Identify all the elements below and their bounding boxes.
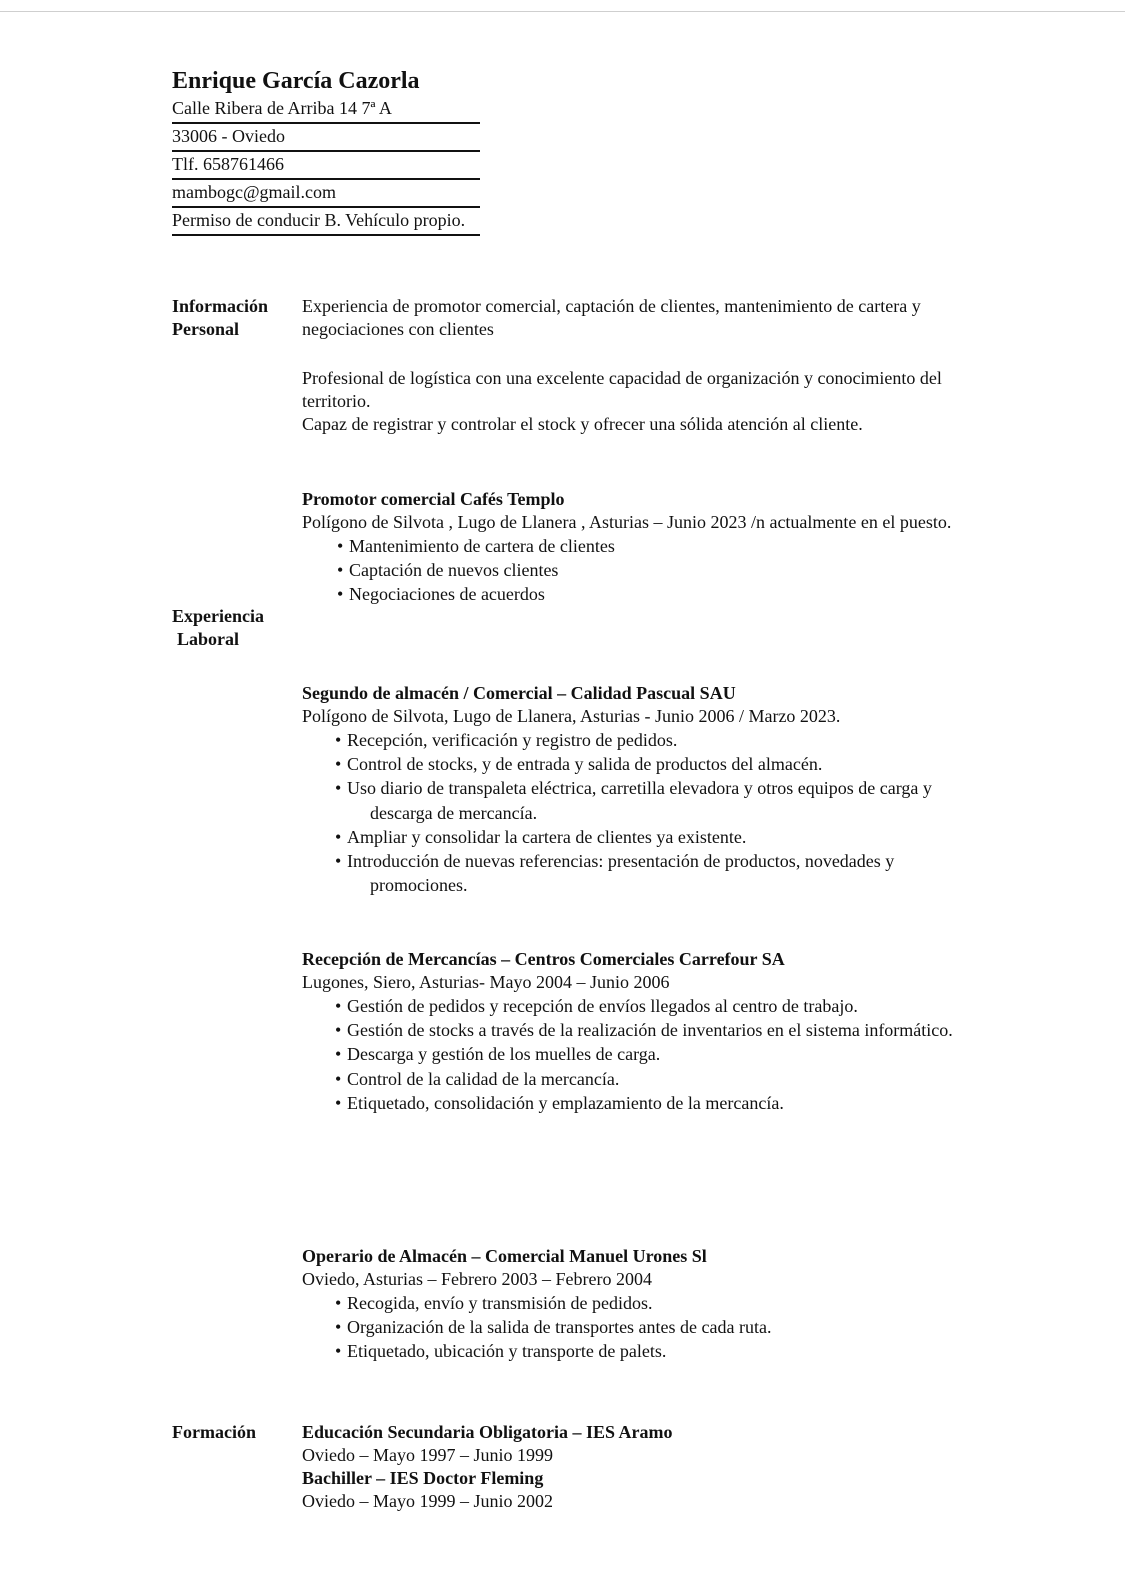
job-duties <box>302 1291 962 1364</box>
job-entry <box>302 682 962 897</box>
personal-summary <box>302 295 962 436</box>
section-label-education: Formación <box>172 1422 256 1442</box>
duty-item: • Organización de la salida de transportes antes de cada ruta. <box>302 1315 962 1339</box>
duty-item: • Control de la calidad de la mercancía. <box>302 1067 962 1091</box>
contact-driving-license: Permiso de conducir B. Vehículo propio. <box>172 208 480 236</box>
section-label-personal <box>172 295 268 341</box>
job-entry <box>302 1245 962 1364</box>
education-details: Oviedo – Mayo 1997 – Junio 1999 <box>302 1445 553 1465</box>
job-details: Oviedo, Asturias – Febrero 2003 – Febrero 2004 <box>302 1269 652 1289</box>
duty-item: • Etiquetado, ubicación y transporte de palets. <box>302 1339 962 1363</box>
job-entry <box>302 948 962 1115</box>
contact-address: Calle Ribera de Arriba 14 7ª A <box>172 96 480 124</box>
job-details: Polígono de Silvota , Lugo de Llanera , Asturias – Junio 2023 /n actualmente en el puesto. <box>302 512 952 532</box>
job-details: Lugones, Siero, Asturias- Mayo 2004 – Junio 2006 <box>302 972 670 992</box>
duty-item: • Uso diario de transpaleta eléctrica, carretilla elevadora y otros equipos de carga y descarga de mercancía. <box>302 776 962 824</box>
duty-item: • Control de stocks, y de entrada y salida de productos del almacén. <box>302 752 962 776</box>
education-title: Educación Secundaria Obligatoria – IES Aramo <box>302 1422 673 1442</box>
job-duties <box>302 728 962 897</box>
summary-paragraph: Experiencia de promotor comercial, captación de clientes, mantenimiento de cartera y negociaciones con clientes <box>302 296 921 339</box>
page-top-divider <box>0 11 1125 12</box>
job-entry <box>302 488 962 607</box>
summary-paragraph: Profesional de logística con una excelente capacidad de organización y conocimiento del territorio. <box>302 368 942 411</box>
duty-item: • Gestión de stocks a través de la realización de inventarios en el sistema informático. <box>302 1018 962 1042</box>
job-title: Operario de Almacén – Comercial Manuel Urones Sl <box>302 1246 707 1266</box>
duty-item: • Etiquetado, consolidación y emplazamiento de la mercancía. <box>302 1091 962 1115</box>
education-details: Oviedo – Mayo 1999 – Junio 2002 <box>302 1491 553 1511</box>
contact-city: 33006 - Oviedo <box>172 124 480 152</box>
label-line: Personal <box>172 319 239 339</box>
education-list <box>302 1421 962 1513</box>
duty-item: • Introducción de nuevas referencias: presentación de productos, novedades y promociones. <box>302 849 962 897</box>
duty-item: • Negociaciones de acuerdos <box>302 582 962 606</box>
duty-item: • Descarga y gestión de los muelles de carga. <box>302 1042 962 1066</box>
duty-item: • Captación de nuevos clientes <box>302 558 962 582</box>
contact-email: mambogc@gmail.com <box>172 180 480 208</box>
label-line: Laboral <box>177 629 240 649</box>
job-details: Polígono de Silvota, Lugo de Llanera, Asturias - Junio 2006 / Marzo 2023. <box>302 706 841 726</box>
education-title: Bachiller – IES Doctor Fleming <box>302 1468 544 1488</box>
duty-item: • Mantenimiento de cartera de clientes <box>302 534 962 558</box>
cv-header <box>172 66 480 236</box>
job-duties <box>302 994 962 1115</box>
summary-paragraph: Capaz de registrar y controlar el stock y ofrecer una sólida atención al cliente. <box>302 414 863 434</box>
duty-item: • Ampliar y consolidar la cartera de clientes ya existente. <box>302 825 962 849</box>
contact-phone: Tlf. 658761466 <box>172 152 480 180</box>
label-line: Información <box>172 296 268 316</box>
label-line: Experiencia <box>172 606 264 626</box>
section-label-experience <box>172 605 264 651</box>
job-title: Recepción de Mercancías – Centros Comerciales Carrefour SA <box>302 949 785 969</box>
duty-item: • Recepción, verificación y registro de pedidos. <box>302 728 962 752</box>
duty-item: • Recogida, envío y transmisión de pedidos. <box>302 1291 962 1315</box>
job-title: Promotor comercial Cafés Templo <box>302 489 565 509</box>
candidate-name: Enrique García Cazorla <box>172 68 420 94</box>
job-title: Segundo de almacén / Comercial – Calidad Pascual SAU <box>302 683 736 703</box>
job-duties <box>302 534 962 607</box>
duty-item: • Gestión de pedidos y recepción de envíos llegados al centro de trabajo. <box>302 994 962 1018</box>
